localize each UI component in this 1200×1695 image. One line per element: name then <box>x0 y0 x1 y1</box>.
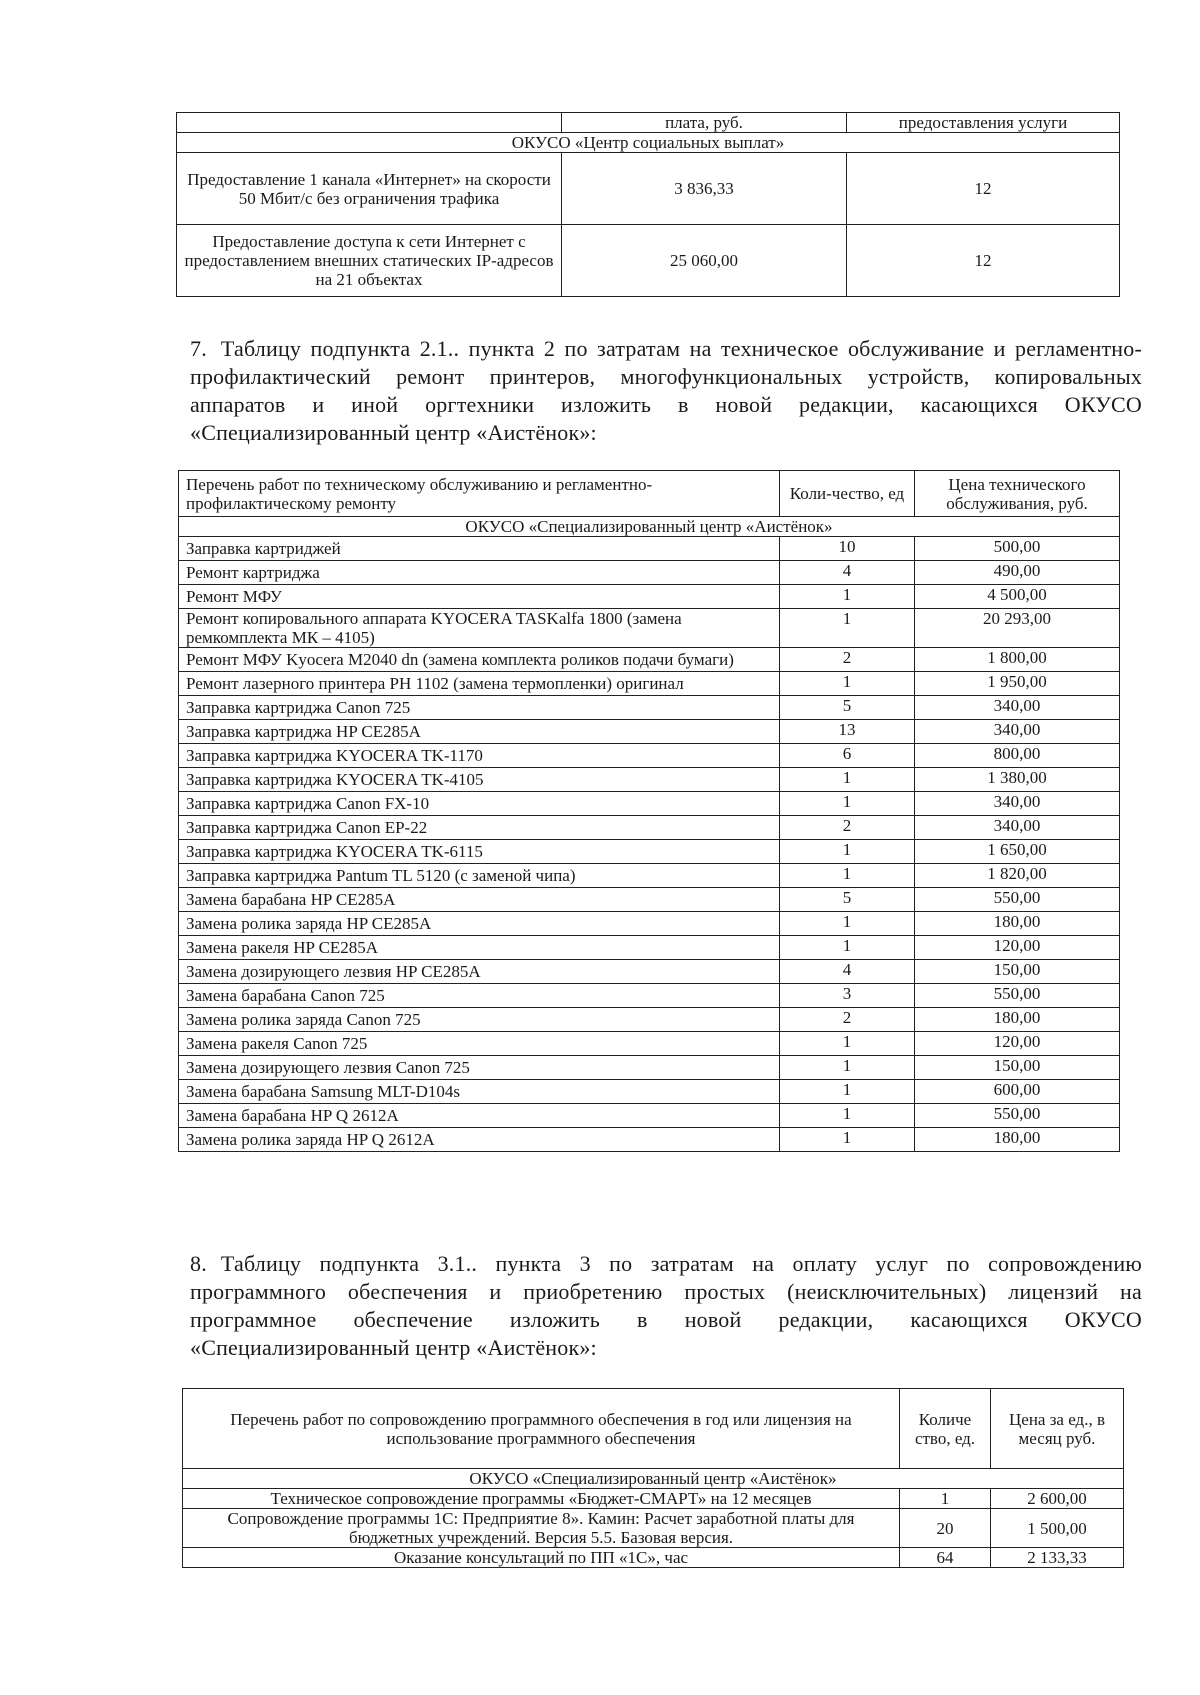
paragraph-text: Таблицу подпункта 2.1.. пункта 2 по затратам на техническое обслуживание и регламентно-профилактический ремонт принтеров, многофункциональных устройств, копировальных аппаратов и иной оргтехники изложить в новой редакции, касающихся ОКУСО «Специализированный центр «Аистёнок»: <box>190 336 1142 445</box>
price-cell: 500,00 <box>915 537 1120 561</box>
table-row <box>179 1056 1120 1080</box>
table-row <box>179 672 1120 696</box>
qty-cell: 1 <box>780 672 915 696</box>
table-row <box>183 1489 1124 1509</box>
price-cell: 550,00 <box>915 888 1120 912</box>
table-row <box>179 1128 1120 1152</box>
qty-cell: 5 <box>780 696 915 720</box>
work-cell: Замена ролика заряда Canon 725 <box>179 1008 780 1032</box>
paragraph-number: 8. <box>190 1251 207 1276</box>
qty-cell: 64 <box>900 1548 991 1568</box>
work-cell: Сопровождение программы 1С: Предприятие 8». Камин: Расчет заработной платы для бюджетных учреждений. Версия 5.5. Базовая версия. <box>183 1509 900 1548</box>
internet-services-table <box>176 112 1120 297</box>
price-cell: 600,00 <box>915 1080 1120 1104</box>
service-cell: Предоставление доступа к сети Интернет с предоставлением внешних статических IP-адресов на 21 объектах <box>177 225 562 297</box>
work-cell: Замена барабана Samsung MLT-D104s <box>179 1080 780 1104</box>
price-cell: 120,00 <box>915 936 1120 960</box>
table-row <box>179 1104 1120 1128</box>
header-cell: Перечень работ по техническому обслуживанию и регламентно-профилактическому ремонту <box>179 471 780 517</box>
qty-cell: 5 <box>780 888 915 912</box>
paragraph-7 <box>190 335 1142 447</box>
price-cell: 490,00 <box>915 561 1120 585</box>
qty-cell: 4 <box>780 960 915 984</box>
work-cell: Замена барабана HP CE285A <box>179 888 780 912</box>
table-row <box>179 792 1120 816</box>
table-header-row <box>179 471 1120 517</box>
work-cell: Замена ролика заряда HP Q 2612A <box>179 1128 780 1152</box>
table-row <box>179 720 1120 744</box>
header-cell: Цена за ед., в месяц руб. <box>991 1389 1124 1469</box>
price-cell: 20 293,00 <box>915 609 1120 648</box>
work-cell: Заправка картриджа Canon 725 <box>179 696 780 720</box>
price-cell: 340,00 <box>915 696 1120 720</box>
work-cell: Замена дозирующего лезвия HP CE285A <box>179 960 780 984</box>
qty-cell: 10 <box>780 537 915 561</box>
work-cell: Ремонт копировального аппарата KYOCERA TASKalfa 1800 (замена ремкомплекта МК – 4105) <box>179 609 780 648</box>
table-row <box>179 648 1120 672</box>
table-row <box>179 816 1120 840</box>
table-row <box>179 1080 1120 1104</box>
qty-cell: 1 <box>780 840 915 864</box>
table-row <box>179 936 1120 960</box>
table-row <box>179 888 1120 912</box>
work-cell: Замена дозирующего лезвия Canon 725 <box>179 1056 780 1080</box>
software-table <box>182 1388 1124 1568</box>
header-cell: Коли-чество, ед <box>780 471 915 517</box>
section-title: ОКУСО «Центр социальных выплат» <box>177 133 1120 153</box>
work-cell: Замена ракеля Canon 725 <box>179 1032 780 1056</box>
qty-cell: 3 <box>780 984 915 1008</box>
price-cell: 180,00 <box>915 912 1120 936</box>
qty-cell: 2 <box>780 648 915 672</box>
header-cell: Количе ство, ед. <box>900 1389 991 1469</box>
header-cell: Цена технического обслуживания, руб. <box>915 471 1120 517</box>
work-cell: Ремонт МФУ <box>179 585 780 609</box>
price-cell: 340,00 <box>915 792 1120 816</box>
section-title: ОКУСО «Специализированный центр «Аистёнок» <box>179 517 1120 537</box>
table-header-row <box>177 113 1120 133</box>
qty-cell: 1 <box>780 1056 915 1080</box>
table-row <box>179 537 1120 561</box>
price-cell: 1 800,00 <box>915 648 1120 672</box>
maintenance-table <box>178 470 1120 1152</box>
price-cell: 340,00 <box>915 816 1120 840</box>
header-cell: Перечень работ по сопровождению программного обеспечения в год или лицензия на использование программного обеспечения <box>183 1389 900 1469</box>
work-cell: Техническое сопровождение программы «Бюджет-СМАРТ» на 12 месяцев <box>183 1489 900 1509</box>
qty-cell: 1 <box>780 864 915 888</box>
table-row <box>179 744 1120 768</box>
work-cell: Заправка картриджа KYOCERA TK-6115 <box>179 840 780 864</box>
price-cell: 2 600,00 <box>991 1489 1124 1509</box>
price-cell: 1 380,00 <box>915 768 1120 792</box>
table-row <box>179 984 1120 1008</box>
qty-cell: 1 <box>780 1104 915 1128</box>
qty-cell: 1 <box>780 792 915 816</box>
price-cell: 1 820,00 <box>915 864 1120 888</box>
price-cell: 1 500,00 <box>991 1509 1124 1548</box>
table-row <box>177 225 1120 297</box>
price-cell: 1 950,00 <box>915 672 1120 696</box>
work-cell: Оказание консультаций по ПП «1С», час <box>183 1548 900 1568</box>
qty-cell: 1 <box>780 1080 915 1104</box>
qty-cell: 1 <box>780 768 915 792</box>
table-row <box>179 960 1120 984</box>
work-cell: Замена ракеля HP CE285A <box>179 936 780 960</box>
paragraph-number: 7. <box>190 336 207 361</box>
table-row <box>183 1548 1124 1568</box>
work-cell: Заправка картриджа KYOCERA TK-1170 <box>179 744 780 768</box>
work-cell: Ремонт МФУ Kyocera M2040 dn (замена комплекта роликов подачи бумаги) <box>179 648 780 672</box>
table-row <box>179 864 1120 888</box>
qty-cell: 1 <box>780 936 915 960</box>
work-cell: Заправка картриджа Canon FX-10 <box>179 792 780 816</box>
qty-cell: 1 <box>780 912 915 936</box>
work-cell: Ремонт лазерного принтера PH 1102 (замена термопленки) оригинал <box>179 672 780 696</box>
work-cell: Заправка картриджей <box>179 537 780 561</box>
table-row <box>179 561 1120 585</box>
price-cell: 1 650,00 <box>915 840 1120 864</box>
price-cell: 120,00 <box>915 1032 1120 1056</box>
price-cell: 4 500,00 <box>915 585 1120 609</box>
price-cell: 550,00 <box>915 984 1120 1008</box>
table-row <box>179 696 1120 720</box>
maintenance-table-body <box>179 537 1120 1152</box>
price-cell: 2 133,33 <box>991 1548 1124 1568</box>
work-cell: Замена барабана HP Q 2612A <box>179 1104 780 1128</box>
section-row <box>177 133 1120 153</box>
qty-cell: 1 <box>780 585 915 609</box>
section-title: ОКУСО «Специализированный центр «Аистёнок» <box>183 1469 1124 1489</box>
work-cell: Замена барабана Canon 725 <box>179 984 780 1008</box>
price-cell: 25 060,00 <box>562 225 847 297</box>
price-cell: 150,00 <box>915 960 1120 984</box>
header-cell: плата, руб. <box>562 113 847 133</box>
table-row <box>177 153 1120 225</box>
qty-cell: 6 <box>780 744 915 768</box>
table-row <box>179 1032 1120 1056</box>
price-cell: 180,00 <box>915 1008 1120 1032</box>
header-cell: предоставления услуги <box>847 113 1120 133</box>
qty-cell: 20 <box>900 1509 991 1548</box>
work-cell: Заправка картриджа HP CE285A <box>179 720 780 744</box>
work-cell: Заправка картриджа Pantum TL 5120 (с заменой чипа) <box>179 864 780 888</box>
price-cell: 800,00 <box>915 744 1120 768</box>
table-header-row <box>183 1389 1124 1469</box>
service-cell: Предоставление 1 канала «Интернет» на скорости 50 Мбит/с без ограничения трафика <box>177 153 562 225</box>
price-cell: 180,00 <box>915 1128 1120 1152</box>
work-cell: Заправка картриджа KYOCERA TK-4105 <box>179 768 780 792</box>
table-row <box>179 768 1120 792</box>
price-cell: 150,00 <box>915 1056 1120 1080</box>
months-cell: 12 <box>847 225 1120 297</box>
work-cell: Заправка картриджа Canon EP-22 <box>179 816 780 840</box>
section-row <box>179 517 1120 537</box>
table-row <box>179 840 1120 864</box>
qty-cell: 1 <box>780 1032 915 1056</box>
qty-cell: 2 <box>780 816 915 840</box>
section-row <box>183 1469 1124 1489</box>
work-cell: Ремонт картриджа <box>179 561 780 585</box>
table-row <box>179 912 1120 936</box>
qty-cell: 1 <box>780 609 915 648</box>
price-cell: 550,00 <box>915 1104 1120 1128</box>
table-row <box>179 585 1120 609</box>
qty-cell: 13 <box>780 720 915 744</box>
work-cell: Замена ролика заряда HP CE285A <box>179 912 780 936</box>
paragraph-text: Таблицу подпункта 3.1.. пункта 3 по затратам на оплату услуг по сопровождению программного обеспечения и приобретению простых (неисключительных) лицензий на программное обеспечение изложить в новой редакции, касающихся ОКУСО «Специализированный центр «Аистёнок»: <box>190 1251 1142 1360</box>
qty-cell: 1 <box>780 1128 915 1152</box>
months-cell: 12 <box>847 153 1120 225</box>
table-row <box>179 1008 1120 1032</box>
table-row <box>183 1509 1124 1548</box>
price-cell: 340,00 <box>915 720 1120 744</box>
header-cell <box>177 113 562 133</box>
paragraph-8 <box>190 1250 1142 1362</box>
qty-cell: 4 <box>780 561 915 585</box>
qty-cell: 2 <box>780 1008 915 1032</box>
table-row <box>179 609 1120 648</box>
qty-cell: 1 <box>900 1489 991 1509</box>
price-cell: 3 836,33 <box>562 153 847 225</box>
